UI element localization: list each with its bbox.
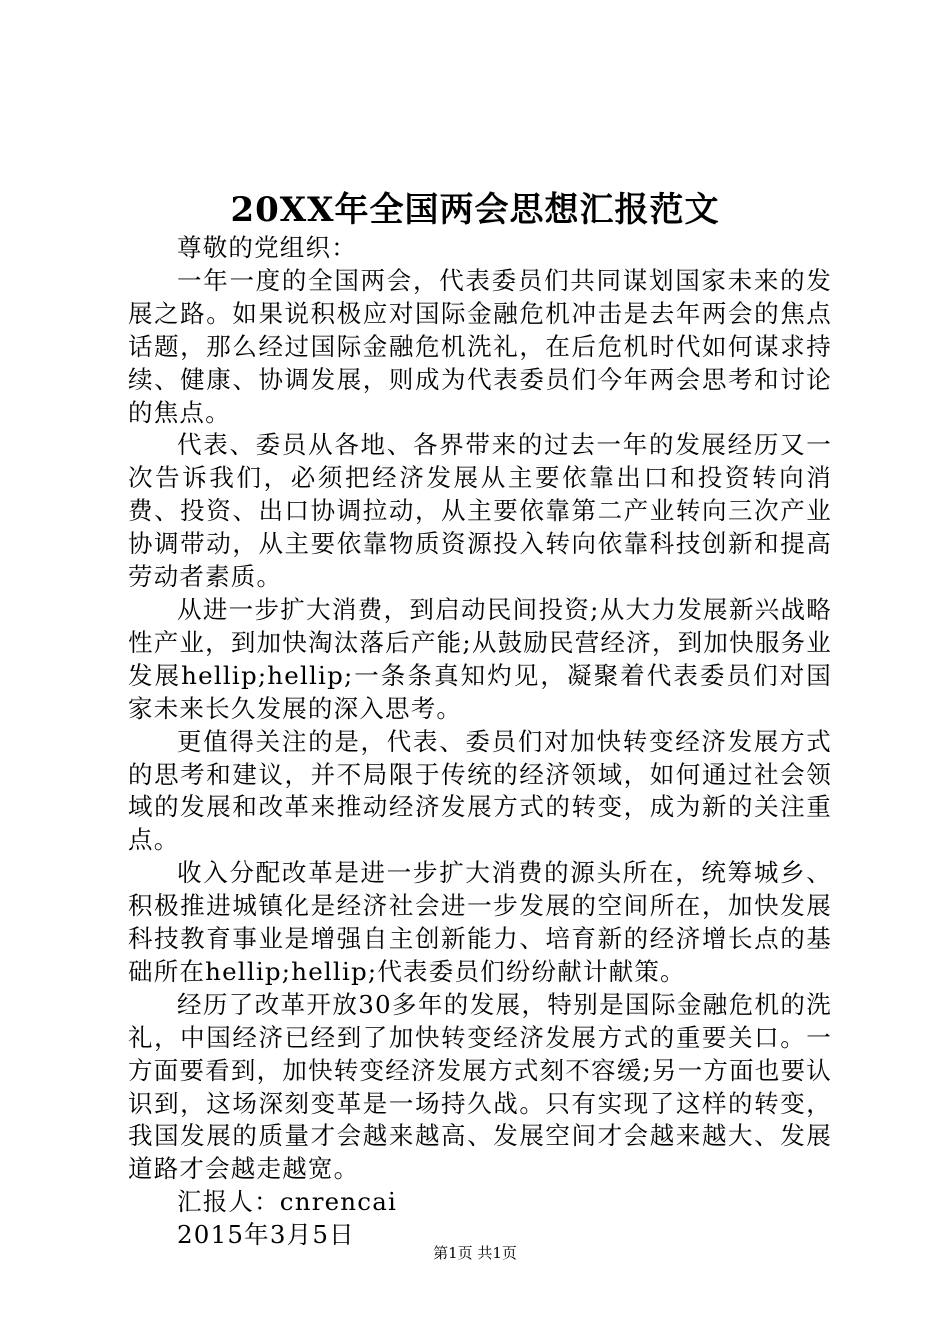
paragraph-4: 更值得关注的是，代表、委员们对加快转变经济发展方式的思考和建议，并不局限于传统的经济领域，如何通过社会领域的发展和改革来推动经济发展方式的转变，成为新的关注重点。 xyxy=(128,726,832,855)
salutation: 尊敬的党组织： xyxy=(177,233,357,262)
paragraph-2: 代表、委员从各地、各界带来的过去一年的发展经历又一次告诉我们，必须把经济发展从主要依靠出口和投资转向消费、投资、出口协调拉动，从主要依靠第二产业转向三次产业协调带动，从主要依靠物质资源投入转向依靠科技创新和提高劳动者素质。 xyxy=(128,430,832,592)
paragraph-6: 经历了改革开放30多年的发展，特别是国际金融危机的洗礼，中国经济已经到了加快转变经济发展方式的重要关口。一方面要看到，加快转变经济发展方式刻不容缓;另一方面也要认识到，这场深刻变革是一场持久战。只有实现了这样的转变，我国发展的质量才会越来越高、发展空间才会越来越大、发展道路才会越走越宽。 xyxy=(128,989,832,1184)
reporter-line: 汇报人：cnrencai xyxy=(177,1187,398,1217)
document-body xyxy=(128,232,832,1252)
paragraph-1: 一年一度的全国两会，代表委员们共同谋划国家未来的发展之路。如果说积极应对国际金融危机冲击是去年两会的焦点话题，那么经过国际金融危机洗礼，在后危机时代如何谋求持续、健康、协调发展，则成为代表委员们今年两会思考和讨论的焦点。 xyxy=(128,265,832,427)
paragraph-3: 从进一步扩大消费，到启动民间投资;从大力发展新兴战略性产业，到加快淘汰落后产能;从鼓励民营经济，到加快服务业发展hellip;hellip;一条条真知灼见，凝聚着代表委员们对国家未来长久发展的深入思考。 xyxy=(128,594,832,723)
paragraph-5: 收入分配改革是进一步扩大消费的源头所在，统筹城乡、积极推进城镇化是经济社会进一步发展的空间所在，加快发展科技教育事业是增强自主创新能力、培育新的经济增长点的基础所在hellip;hellip;代表委员们纷纷献计献策。 xyxy=(128,858,832,986)
document-title: 20XX年全国两会思想汇报范文 xyxy=(230,190,720,230)
page-footer: 第1页 共1页 xyxy=(433,1244,517,1262)
report-date: 2015年3月5日 xyxy=(177,1220,355,1250)
